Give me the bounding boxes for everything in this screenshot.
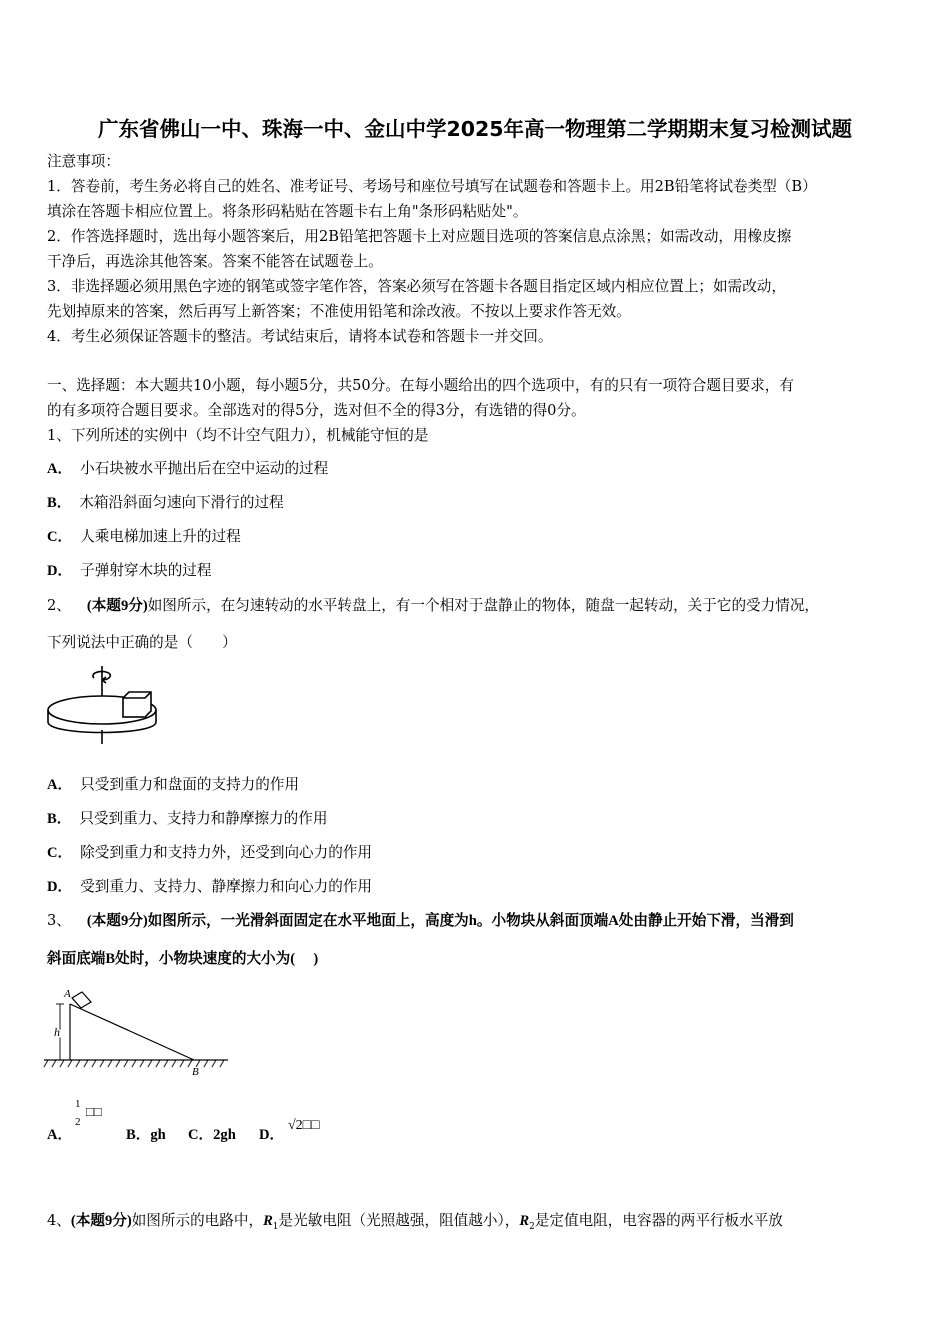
q3-stem xyxy=(47,912,794,930)
q2-option-a xyxy=(47,776,299,794)
option-text: 只受到重力、支持力和静摩擦力的作用 xyxy=(79,810,328,827)
q2-number: 2、 xyxy=(47,597,71,614)
q3-stem-text: 如图所示，一光滑斜面固定在水平地面上，高度为h。小物块从斜面顶端A处由静止开始下滑，当滑到 xyxy=(147,913,794,929)
option-letter: B． xyxy=(47,811,72,827)
option-letter: C． xyxy=(47,529,73,545)
option-text: 人乘电梯加速上升的过程 xyxy=(80,528,241,545)
r2-subscript: 2 xyxy=(529,1221,535,1232)
q1-stem: 1、下列所述的实例中（均不计空气阻力），机械能守恒的是 xyxy=(47,427,429,444)
q2-option-c xyxy=(47,844,372,862)
option-letter: B． xyxy=(47,495,72,511)
label-b: B xyxy=(192,1066,199,1078)
q2-stem-cont: 下列说法中正确的是（ ） xyxy=(47,634,237,651)
q4-stem-text: 是光敏电阻（光照越强，阻值越小）， xyxy=(278,1212,520,1229)
q4-stem xyxy=(47,1212,783,1236)
q2-stem-text: 如图所示，在匀速转动的水平转盘上，有一个相对于盘静止的物体，随盘一起转动，关于它的受力情况， xyxy=(147,597,820,614)
q3-option-c: C．2gh xyxy=(188,1127,236,1143)
notice-line: 3．非选择题必须用黑色字迹的钢笔或签字笔作答，答案必须写在答题卡各题目指定区域内相应位置上；如需改动， xyxy=(47,278,786,295)
rotating-disk-figure xyxy=(44,664,162,746)
notice-heading: 注意事项： xyxy=(47,153,120,170)
q3-number: 3、 xyxy=(47,912,71,929)
section-heading: 一、选择题：本大题共10小题，每小题5分，共50分。在每小题给出的四个选项中，有的只有一项符合题目要求，有 xyxy=(47,377,794,394)
option-text: 除受到重力和支持力外，还受到向心力的作用 xyxy=(80,844,373,861)
option-text: 小石块被水平抛出后在空中运动的过程 xyxy=(80,460,329,477)
sqrt-formula: √2□□ xyxy=(288,1118,320,1133)
q2-option-b xyxy=(47,810,327,828)
q2-option-d xyxy=(47,878,372,896)
option-text: 子弹射穿木块的过程 xyxy=(80,562,212,579)
notice-line: 4．考生必须保证答题卡的整洁。考试结束后，请将本试卷和答题卡一并交回。 xyxy=(47,328,553,345)
q1-option-d xyxy=(47,562,212,580)
q3-option-b: B．gh xyxy=(126,1127,166,1143)
option-letter: D． xyxy=(259,1127,285,1143)
incline-figure xyxy=(42,984,232,1080)
option-letter: D． xyxy=(47,879,73,895)
fraction-numerator: 1 xyxy=(75,1098,81,1110)
section-heading-cont: 的有多项符合题目要求。全部选对的得5分，选对但不全的得3分，有选错的得0分。 xyxy=(47,402,586,419)
notice-line: 1．答卷前，考生务必将自己的姓名、准考证号、考场号和座位号填写在试题卷和答题卡上。用2B铅笔将试卷类型（B） xyxy=(47,178,817,195)
notice-line: 先划掉原来的答案，然后再写上新答案；不准使用铅笔和涂改液。不按以上要求作答无效。 xyxy=(47,303,631,320)
option-text: 木箱沿斜面匀速向下滑行的过程 xyxy=(79,494,284,511)
q4-stem-text: 是定值电阻，电容器的两平行板水平放 xyxy=(534,1212,783,1229)
q1-option-b xyxy=(47,494,284,512)
r1-symbol: R xyxy=(263,1213,273,1229)
q4-score: (本题9分) xyxy=(70,1213,132,1229)
q3-stem-cont: 斜面底端B处时，小物块速度的大小为( ) xyxy=(47,951,319,967)
q2-stem xyxy=(47,597,819,615)
q4-stem-text: 如图所示的电路中， xyxy=(131,1212,264,1229)
incline-slope xyxy=(70,1004,194,1060)
page-title: 广东省佛山一中、珠海一中、金山中学2025年高一物理第二学期期末复习检测试题 xyxy=(97,117,853,141)
option-text: 受到重力、支持力、静摩擦力和向心力的作用 xyxy=(80,878,373,895)
label-a: A xyxy=(64,988,71,1000)
q3-score: (本题9分) xyxy=(86,913,148,929)
option-letter: A． xyxy=(47,461,73,477)
option-letter: D． xyxy=(47,563,73,579)
option-text: 只受到重力和盘面的支持力的作用 xyxy=(80,776,300,793)
q2-score: (本题9分) xyxy=(86,598,148,614)
option-letter: A． xyxy=(47,777,73,793)
r2-symbol: R xyxy=(519,1213,530,1229)
notice-line: 干净后，再选涂其他答案。答案不能答在试题卷上。 xyxy=(47,253,383,270)
q1-option-c xyxy=(47,528,241,546)
notice-line: 填涂在答题卡相应位置上。将条形码粘贴在答题卡右上角"条形码粘贴处"。 xyxy=(47,203,528,220)
q1-option-a xyxy=(47,460,328,478)
option-letter: C． xyxy=(47,845,73,861)
option-letter: A． xyxy=(47,1127,73,1143)
notice-line: 2．作答选择题时，选出每小题答案后，用2B铅笔把答题卡上对应题目选项的答案信息点涂黑；如需改动，用橡皮擦 xyxy=(47,228,792,245)
q4-number: 4、 xyxy=(47,1212,71,1229)
q3-option-a xyxy=(47,1126,80,1144)
formula-placeholder: □□ xyxy=(86,1104,102,1119)
label-h: h xyxy=(54,1025,60,1039)
fraction-denominator: 2 xyxy=(75,1116,81,1128)
r1-subscript: 1 xyxy=(272,1221,279,1232)
